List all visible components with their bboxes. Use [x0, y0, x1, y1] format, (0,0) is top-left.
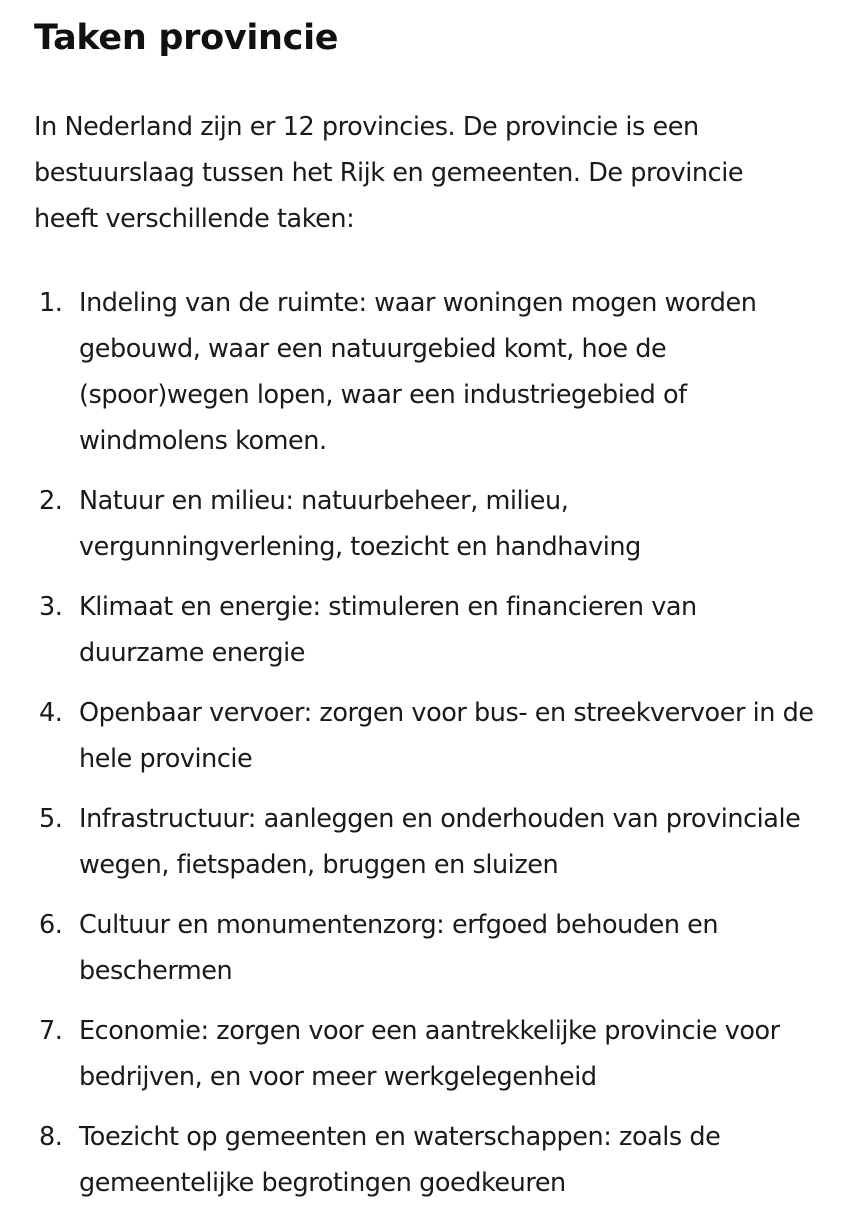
- list-item-number: 1.: [39, 288, 63, 318]
- list-item-number: 2.: [39, 486, 63, 516]
- task-list: [34, 280, 818, 1206]
- list-item: [34, 1114, 818, 1206]
- list-item-text: Openbaar vervoer: zorgen voor bus- en streekvervoer in de hele provincie: [79, 698, 814, 774]
- list-item-number: 7.: [39, 1016, 63, 1046]
- list-item: [34, 478, 818, 570]
- page-title: Taken provincie: [34, 18, 339, 58]
- list-item-text: Economie: zorgen voor een aantrekkelijke provincie voor bedrijven, en voor meer werkgelegenheid: [79, 1016, 780, 1092]
- intro-paragraph: In Nederland zijn er 12 provincies. De provincie is een bestuurslaag tussen het Rijk en gemeenten. De provincie heeft verschillende taken:: [34, 112, 744, 234]
- list-item-text: Toezicht op gemeenten en waterschappen: zoals de gemeentelijke begrotingen goedkeuren: [79, 1122, 721, 1198]
- list-item-number: 8.: [39, 1122, 63, 1152]
- list-item-text: Natuur en milieu: natuurbeheer, milieu, vergunningverlening, toezicht en handhaving: [79, 486, 641, 562]
- list-item-number: 6.: [39, 910, 63, 940]
- list-item-number: 5.: [39, 804, 63, 834]
- list-item: [34, 1008, 818, 1100]
- list-item: [34, 796, 818, 888]
- list-item: [34, 690, 818, 782]
- list-item-text: Indeling van de ruimte: waar woningen mogen worden gebouwd, waar een natuurgebied komt, hoe de (spoor)wegen lopen, waar een industriegebied of windmolens komen.: [79, 288, 757, 456]
- list-item: [34, 584, 818, 676]
- list-item-text: Klimaat en energie: stimuleren en financieren van duurzame energie: [79, 592, 697, 668]
- list-item: [34, 902, 818, 994]
- list-item: [34, 280, 818, 464]
- list-item-text: Cultuur en monumentenzorg: erfgoed behouden en beschermen: [79, 910, 719, 986]
- list-item-number: 4.: [39, 698, 63, 728]
- list-item-number: 3.: [39, 592, 63, 622]
- list-item-text: Infrastructuur: aanleggen en onderhouden van provinciale wegen, fietspaden, bruggen en sluizen: [79, 804, 801, 880]
